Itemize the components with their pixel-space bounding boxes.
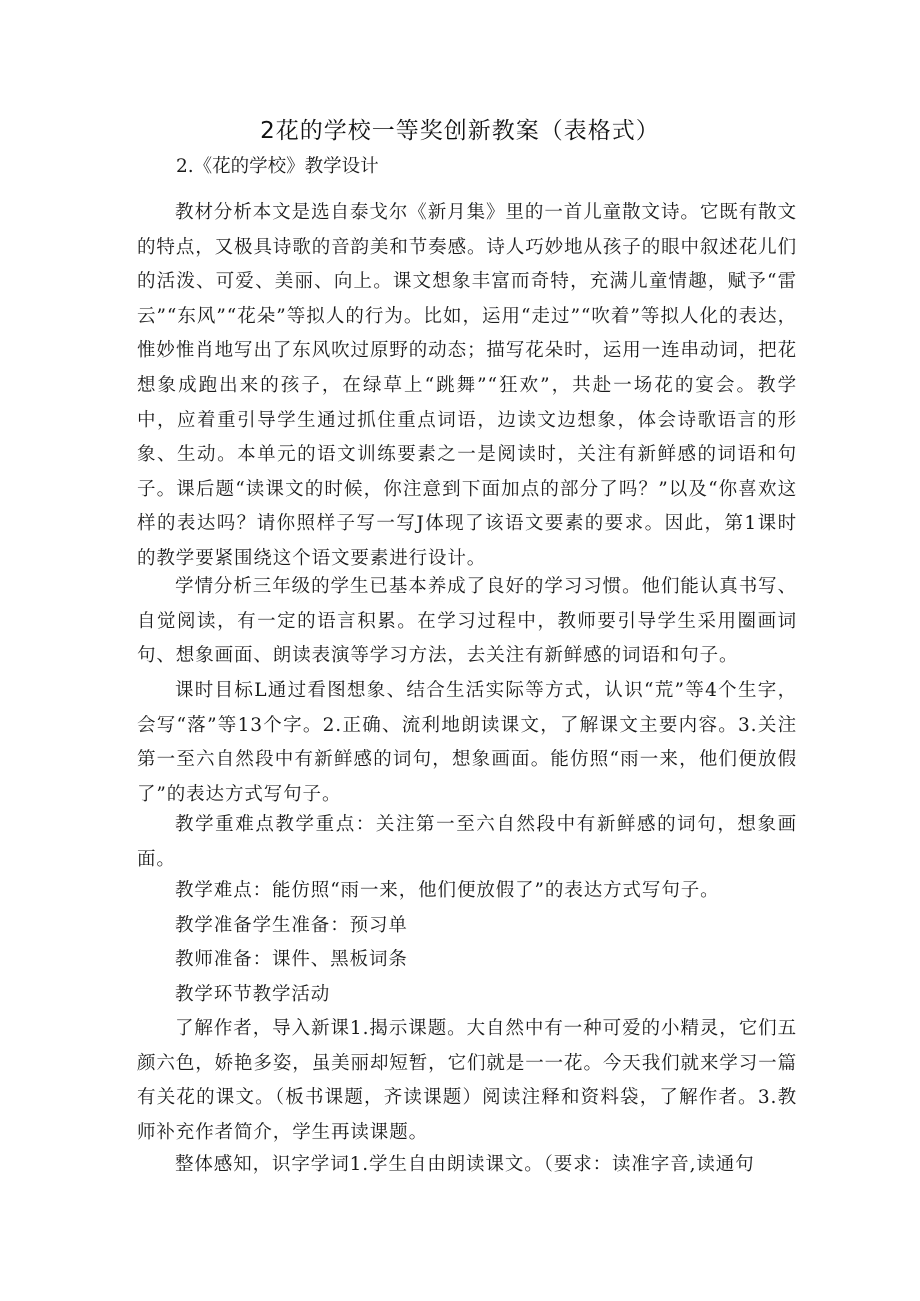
paragraph-difficulties: 教学难点：能仿照“雨一来，他们便放假了”的表达方式写句子。	[175, 880, 720, 901]
paragraph-lesson-goals: 课时目标L通过看图想象、结合生活实际等方式，认识“荒”等4个生字，会写“落”等13个字。2.正确、流利地朗读课文，了解课文主要内容。3.关注第一至六自然段中有新鲜感的词句，想象画面。能仿照“雨一来，他们便放假了”的表达方式写句子。	[137, 680, 797, 805]
paragraph-overall-perception: 整体感知，识字学词1.学生自由朗读课文。（要求：读准字音,读通句	[175, 1154, 755, 1175]
paragraph-student-analysis: 学情分析三年级的学生已基本养成了良好的学习习惯。他们能认真书写、自觉阅读，有一定的语言积累。在学习过程中，教师要引导学生采用圈画词句、想象画面、朗读表演等学习方法，去关注有新鲜感的词语和句子。	[137, 576, 797, 667]
paragraph-introduction: 了解作者，导入新课1.揭示课题。大自然中有一种可爱的小精灵，它们五颜六色，娇艳多姿，虽美丽却短暂，它们就是一一花。今天我们就来学习一篇有关花的课文。（板书课题，齐读课题）阅读注释和资料袋，了解作者。3.教师补充作者简介，学生再读课题。	[137, 1018, 797, 1143]
document-title: 2花的学校一等奖创新教案（表格式）	[260, 118, 660, 144]
paragraph-key-points: 教学重难点教学重点：关注第一至六自然段中有新鲜感的词句，想象画面。	[137, 814, 797, 870]
document-subtitle: 2.《花的学校》教学设计	[176, 156, 379, 177]
paragraph-textbook-analysis: 教材分析本文是选自泰戈尔《新月集》里的一首儿童散文诗。它既有散文的特点，又极具诗歌的音韵美和节奏感。诗人巧妙地从孩子的眼中叙述花儿们的活泼、可爱、美丽、向上。课文想象丰富而奇特，充满儿童情趣，赋予“雷云”“东风”“花朵”等拟人的行为。比如，运用“走过”“吹着”等拟人化的表达，惟妙惟肖地写出了东风吹过原野的动态；描写花朵时，运用一连串动词，把花想象成跑出来的孩子，在绿草上“跳舞”“狂欢”，共赴一场花的宴会。教学中，应着重引导学生通过抓住重点词语，边读文边想象，体会诗歌语言的形象、生动。本单元的语文训练要素之一是阅读时，关注有新鲜感的词语和句子。课后题“读课文的时候，你注意到下面加点的部分了吗？”以及“你喜欢这样的表达吗？请你照样子写一写J体现了该语文要素的要求。因此，第1课时的教学要紧围绕这个语文要素进行设计。	[137, 202, 797, 569]
paragraph-teaching-steps: 教学环节教学活动	[175, 984, 331, 1005]
paragraph-teacher-prep: 教师准备：课件、黑板词条	[175, 949, 408, 970]
paragraph-student-prep: 教学准备学生准备：预习单	[175, 915, 408, 936]
